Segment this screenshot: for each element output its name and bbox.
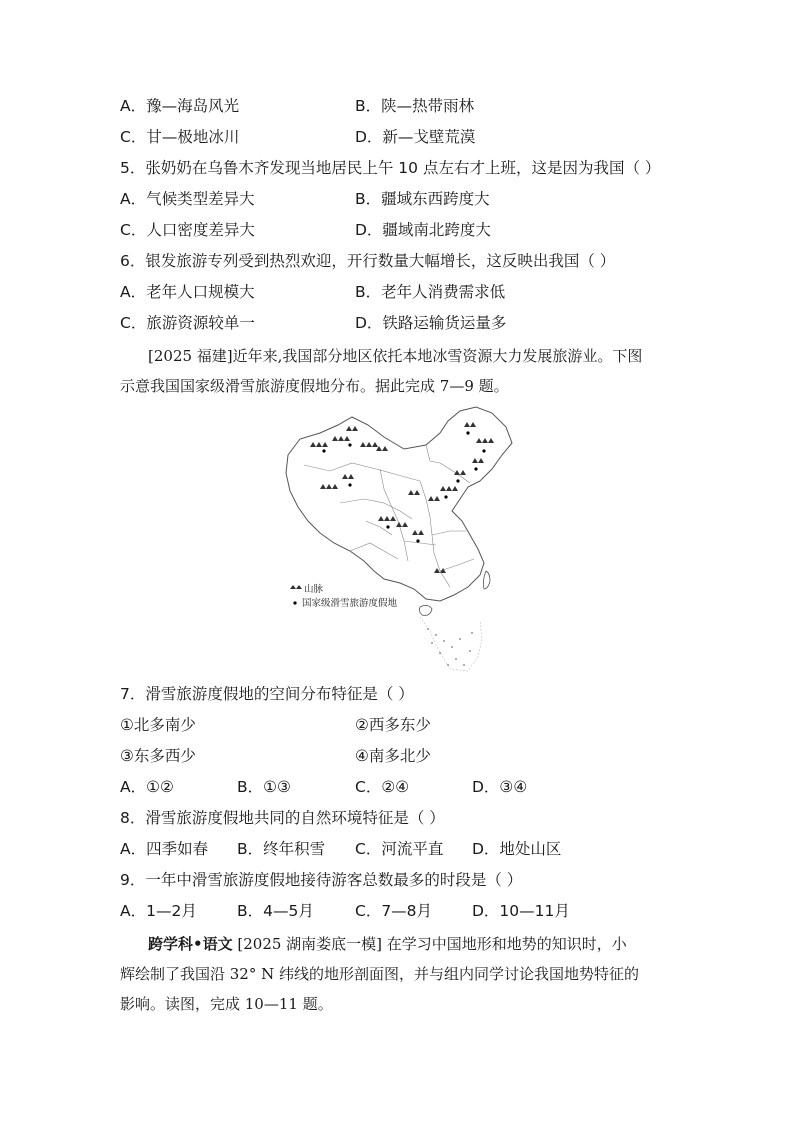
south-sea-islands [427,628,473,666]
china-ski-resort-map [280,403,516,675]
intro-10-11-line2: 辉绘制了我国沿 32° N 纬线的地形剖面图，并与组内同学讨论我国地势特征的 [120,965,640,983]
cross-subject-tag: 跨学科•语文 [148,935,233,953]
q5-stem: 5．张奶奶在乌鲁木齐发现当地居民上午 10 点左右才上班，这是因为我国（ ） [120,159,661,177]
q5-option-d: D．疆域南北跨度大 [355,221,491,239]
intro-7-9-line2: 示意我国国家级滑雪旅游度假地分布。据此完成 7—9 题。 [120,377,509,395]
q9-option-a: A．1—2月 [120,902,197,920]
q7-option-d: D．③④ [472,778,528,796]
china-outline [286,407,512,601]
q4-option-c: C．甘—极地冰川 [120,128,240,146]
hainan-island [419,605,432,615]
q6-option-d: D．铁路运输货运量多 [355,314,507,332]
q7-option-b: B．①③ [237,778,291,796]
q8-option-b: B．终年积雪 [237,840,326,858]
taiwan-island [483,571,490,589]
legend-resort-icon [293,601,296,604]
intro-10-11-line1 [148,934,627,954]
q4-option-b: B．陕—热带雨林 [355,97,475,115]
q8-option-a: A．四季如春 [120,840,209,858]
intro-10-11-line3: 影响。读图，完成 10—11 题。 [120,995,333,1013]
q7-statement-3: ③东多西少 [120,747,196,765]
q7-statement-2: ②西多东少 [355,716,431,734]
q6-option-a: A．老年人口规模大 [120,283,255,301]
map-legend [290,583,398,609]
q5-option-b: B．疆域东西跨度大 [355,190,490,208]
intro-7-9-line1: [2025 福建]近年来,我国部分地区依托本地冰雪资源大力发展旅游业。下图 [148,347,643,365]
q9-stem: 9．一年中滑雪旅游度假地接待游客总数最多的时段是（ ） [120,871,523,889]
legend-mountain-icon [290,585,302,589]
q7-statement-4: ④南多北少 [355,747,431,765]
q7-stem: 7．滑雪旅游度假地的空间分布特征是（ ） [120,685,414,703]
q9-option-b: B．4—5月 [237,902,314,920]
q6-option-b: B．老年人消费需求低 [355,283,506,301]
nine-dash-line [420,617,482,671]
q7-option-c: C．②④ [355,778,410,796]
q8-option-d: D．地处山区 [472,840,562,858]
q9-option-d: D．10—11月 [472,902,570,920]
q9-option-c: C．7—8月 [355,902,433,920]
intro-10-11-line1-text: [2025 湖南娄底一模] 在学习中国地形和地势的知识时，小 [237,935,627,953]
legend-resort-label: 国家级滑雪旅游度假地 [302,598,398,609]
q7-statement-1: ①北多南少 [120,716,196,734]
q8-stem: 8．滑雪旅游度假地共同的自然环境特征是（ ） [120,809,445,827]
legend-mountain-label: 山脉 [304,584,324,595]
q5-option-a: A．气候类型差异大 [120,190,255,208]
q8-option-c: C．河流平直 [355,840,444,858]
q5-option-c: C．人口密度差异大 [120,221,255,239]
q6-stem: 6．银发旅游专列受到热烈欢迎，开行数量大幅增长，这反映出我国（ ） [120,252,616,270]
q4-option-a: A．豫—海岛风光 [120,97,240,115]
q7-option-a: A．①② [120,778,174,796]
q4-option-d: D．新—戈壁荒漠 [355,128,476,146]
q6-option-c: C．旅游资源较单一 [120,314,255,332]
